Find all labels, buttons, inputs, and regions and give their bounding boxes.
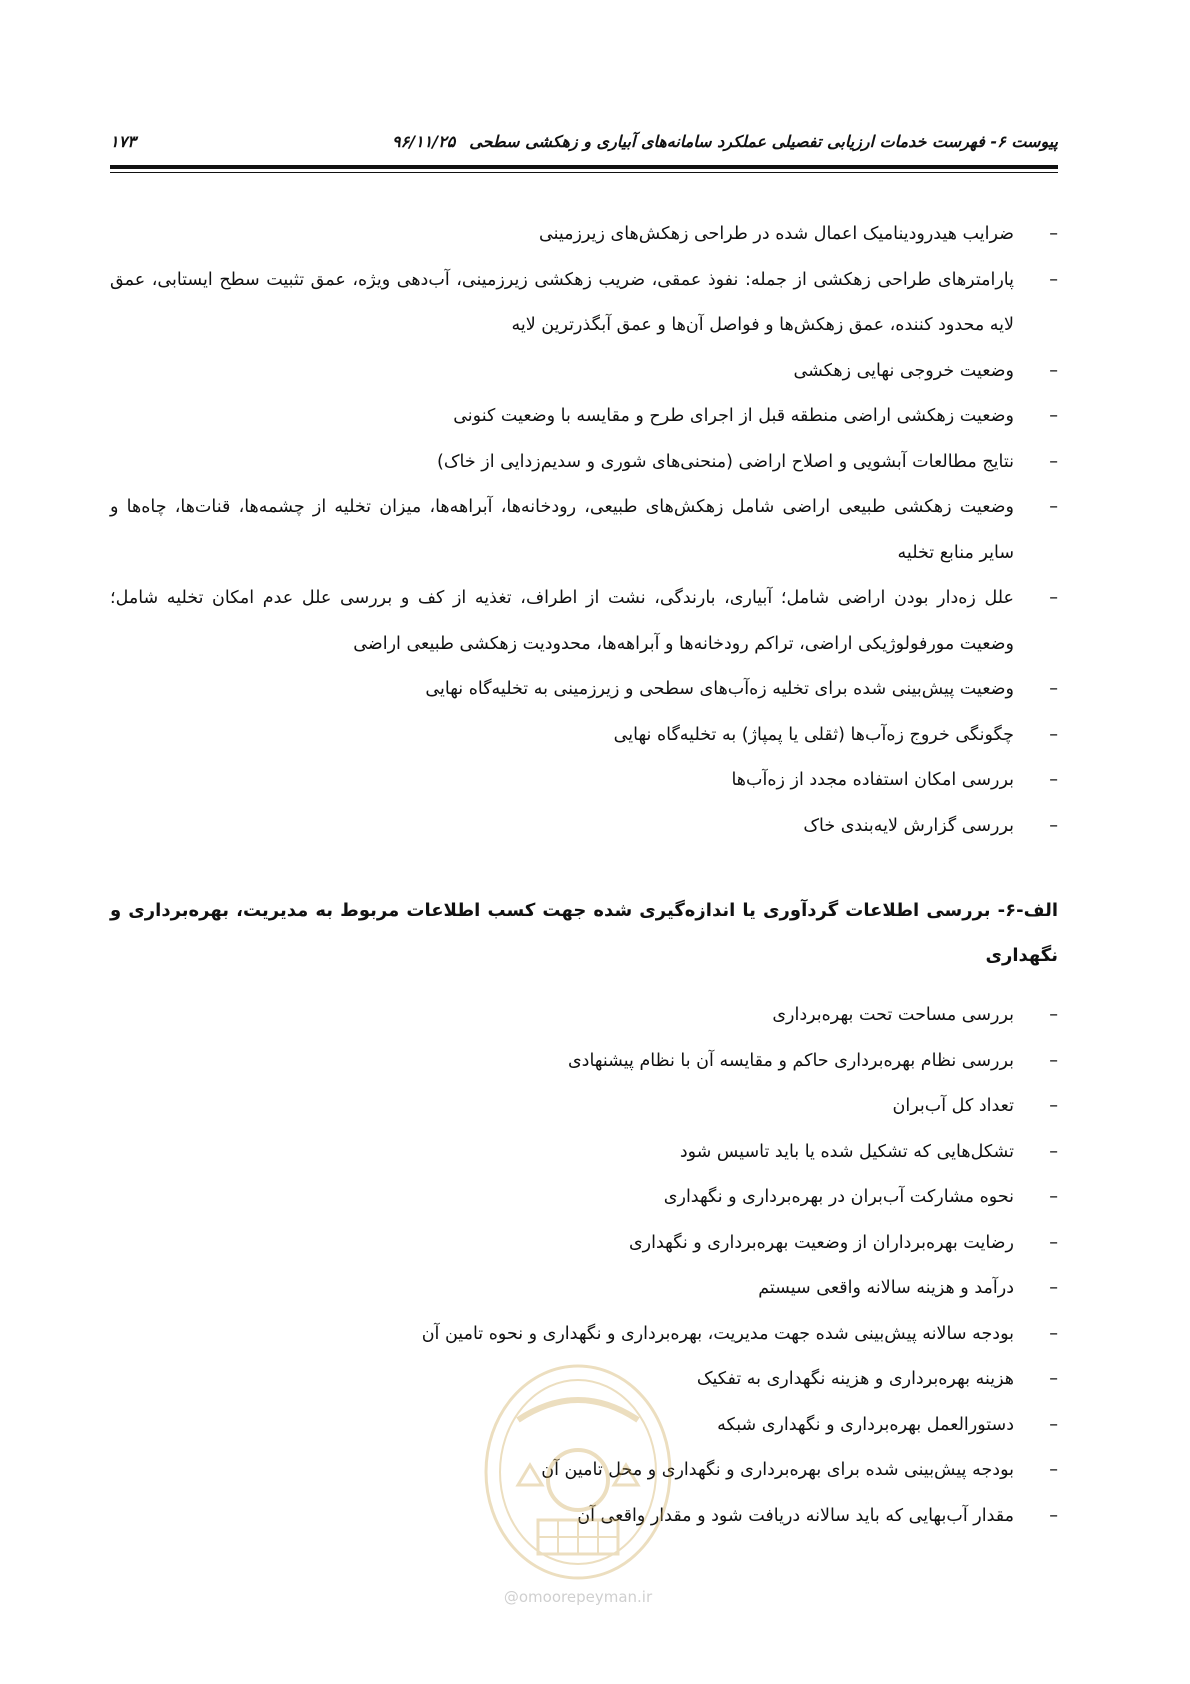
list-item-text: وضعیت زهکشی اراضی منطقه قبل از اجرای طرح و مقایسه با وضعیت کنونی: [453, 406, 1014, 426]
list-item-text: بودجه سالانه پیش‌بینی شده جهت مدیریت، بهره‌برداری و نگهداری و نحوه تامین آن: [421, 1323, 1014, 1344]
list-item: [110, 1448, 1058, 1494]
list-dash: –: [1049, 770, 1058, 790]
list-dash: –: [1049, 269, 1058, 290]
list-dash: –: [1049, 1187, 1058, 1207]
list-dash: –: [1049, 588, 1058, 608]
list-item: [110, 1266, 1058, 1312]
list-dash: –: [1049, 224, 1058, 244]
list-dash: –: [1049, 1005, 1058, 1025]
section-heading: الف-۶- بررسی اطلاعات گردآوری یا اندازه‌گیری شده جهت کسب اطلاعات مربوط به مدیریت، بهره‌برداری و نگهداری: [110, 900, 1058, 966]
list-dash: –: [1049, 451, 1058, 472]
list-dash: –: [1049, 360, 1058, 381]
list-item-text: بودجه پیش‌بینی شده برای بهره‌برداری و نگهداری و محل تامین آن: [541, 1460, 1014, 1480]
list-item-text: هزینه بهره‌برداری و هزینه نگهداری به تفکیک: [696, 1369, 1014, 1389]
list-item-text: چگونگی خروج زه‌آب‌ها (ثقلی یا پمپاژ) به تخلیه‌گاه نهایی: [613, 724, 1014, 745]
list-dash: –: [1049, 1141, 1058, 1162]
list-item-text: وضعیت زهکشی طبیعی اراضی شامل زهکش‌های طبیعی، رودخانه‌ها، آبراهه‌ها، میزان تخلیه از چشمه‌ها، قنات‌ها، چاه‌ها و سایر منابع تخلیه: [110, 497, 1014, 563]
list-dash: –: [1049, 497, 1058, 517]
list-item-text: وضعیت خروجی نهایی زهکشی: [793, 360, 1014, 381]
list-item-text: بررسی نظام بهره‌برداری حاکم و مقایسه آن با نظام پیشنهادی: [567, 1050, 1014, 1071]
list-item: [110, 1084, 1058, 1130]
list-item: [110, 576, 1058, 667]
management-items-section: [110, 993, 1058, 1539]
list-dash: –: [1049, 1323, 1058, 1344]
list-item: [110, 394, 1058, 440]
list-dash: –: [1049, 1096, 1058, 1116]
list-dash: –: [1049, 1505, 1058, 1526]
list-item-text: ضرایب هیدرودینامیک اعمال شده در طراحی زهکش‌های زیرزمینی: [538, 224, 1014, 244]
watermark-at-icon: @: [503, 1588, 519, 1606]
list-item-text: نتایج مطالعات آبشویی و اصلاح اراضی (منحنی‌های شوری و سدیم‌زدایی از خاک): [437, 451, 1014, 472]
list-item: [110, 1221, 1058, 1267]
list-item-text: درآمد و هزینه سالانه واقعی سیستم: [758, 1278, 1014, 1298]
list-item-text: بررسی امکان استفاده مجدد از زه‌آب‌ها: [731, 770, 1014, 790]
list-item: [110, 1312, 1058, 1358]
list-item: [110, 1175, 1058, 1221]
list-item-text: پارامترهای طراحی زهکشی از جمله: نفوذ عمقی، ضریب زهکشی زیرزمینی، آب‌دهی ویژه، عمق تثبیت سطح ایستابی، عمق لایه محدود کننده، عمق زهکش‌ها و فواصل آن‌ها و عمق آبگذرترین لایه: [110, 269, 1014, 335]
list-dash: –: [1049, 815, 1058, 836]
watermark-url-text: omoorepeyman.ir: [518, 1588, 653, 1606]
list-item-text: علل زه‌دار بودن اراضی شامل؛ آبیاری، بارندگی، نشت از اطراف، تغذیه از کف و بررسی علل عدم امکان تخلیه شامل؛ وضعیت مورفولوژیکی اراضی، تراکم رودخانه‌ها و آبراهه‌ها، محدودیت زهکشی طبیعی اراضی: [110, 588, 1014, 654]
list-item-text: وضعیت پیش‌بینی شده برای تخلیه زه‌آب‌های سطحی و زیرزمینی به تخلیه‌گاه نهایی: [425, 679, 1014, 699]
page-header: [110, 124, 1058, 164]
header-date: ۹۶/۱۱/۲۵: [392, 132, 456, 151]
header-rule-thin: [110, 172, 1058, 173]
list-item: [110, 1357, 1058, 1403]
list-dash: –: [1049, 1050, 1058, 1071]
list-item: [110, 485, 1058, 576]
list-dash: –: [1049, 724, 1058, 745]
page-number: ۱۷۳: [110, 132, 136, 151]
header-title: پیوست ۶- فهرست خدمات ارزیابی تفصیلی عملکرد سامانه‌های آبیاری و زهکشی سطحی: [469, 132, 1058, 151]
header-rule-thick: [110, 165, 1058, 169]
list-item: [110, 667, 1058, 713]
list-item: [110, 212, 1058, 258]
list-item-text: نحوه مشارکت آب‌بران در بهره‌برداری و نگهداری: [663, 1187, 1014, 1207]
list-item: [110, 440, 1058, 486]
management-items-list: [110, 993, 1058, 1539]
drainage-items-list: [110, 212, 1058, 849]
list-item: [110, 804, 1058, 850]
list-dash: –: [1049, 1414, 1058, 1435]
list-dash: –: [1049, 1369, 1058, 1389]
list-item-text: رضایت بهره‌برداران از وضعیت بهره‌برداری و نگهداری: [628, 1232, 1014, 1253]
list-item-text: تعداد کل آب‌بران: [892, 1096, 1014, 1116]
list-item: [110, 258, 1058, 349]
list-item: [110, 1039, 1058, 1085]
list-dash: –: [1049, 406, 1058, 426]
list-item-text: بررسی مساحت تحت بهره‌برداری: [772, 1005, 1014, 1025]
header-title-line: [392, 132, 1058, 151]
list-item: [110, 1130, 1058, 1176]
list-item: [110, 1403, 1058, 1449]
list-item: [110, 993, 1058, 1039]
list-item: [110, 1494, 1058, 1540]
list-item: [110, 713, 1058, 759]
drainage-items-section: [110, 212, 1058, 849]
list-dash: –: [1049, 679, 1058, 699]
list-item: [110, 349, 1058, 395]
list-dash: –: [1049, 1460, 1058, 1480]
list-item-text: تشکل‌هایی که تشکیل شده یا باید تاسیس شود: [679, 1141, 1014, 1162]
list-item-text: دستورالعمل بهره‌برداری و نگهداری شبکه: [717, 1414, 1014, 1435]
list-item-text: مقدار آب‌بهایی که باید سالانه دریافت شود و مقدار واقعی آن: [577, 1505, 1014, 1526]
list-dash: –: [1049, 1232, 1058, 1253]
watermark-url: [478, 1588, 678, 1606]
list-dash: –: [1049, 1278, 1058, 1298]
list-item-text: بررسی گزارش لایه‌بندی خاک: [803, 815, 1014, 836]
list-item: [110, 758, 1058, 804]
